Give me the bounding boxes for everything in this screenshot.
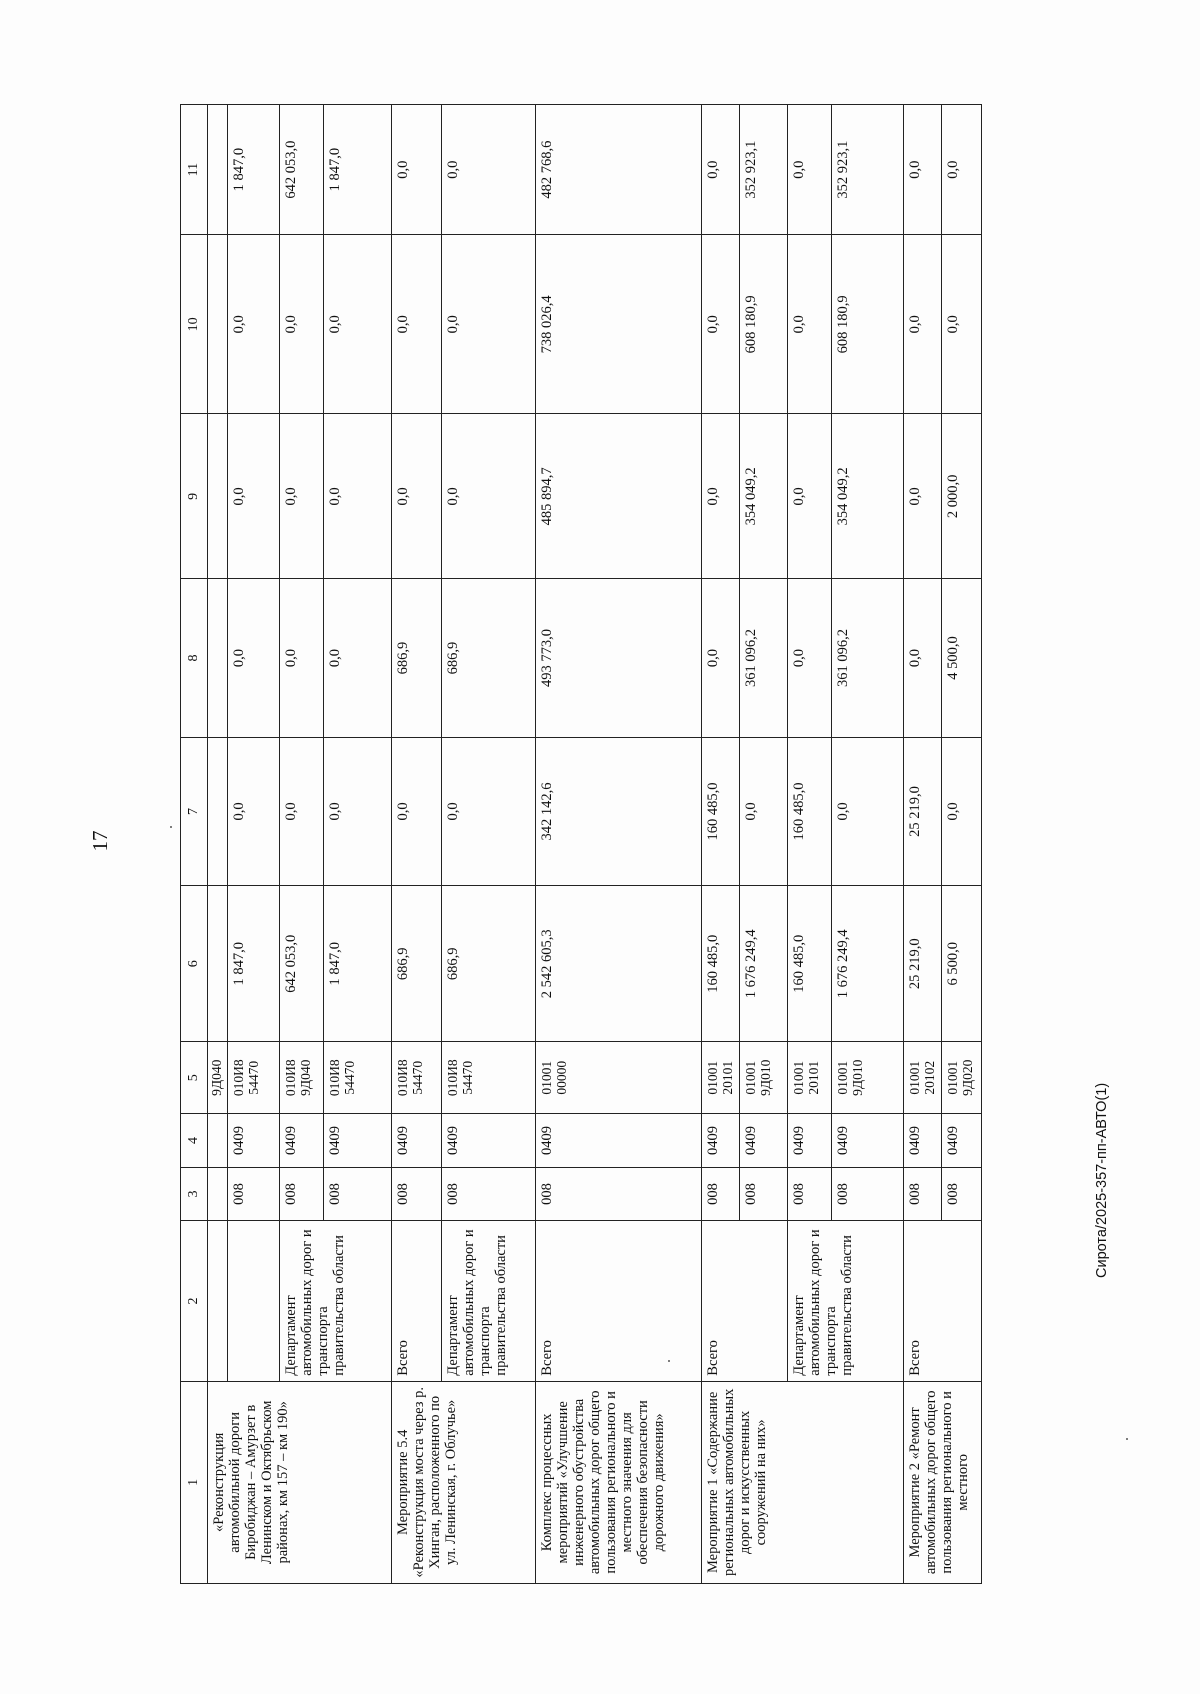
- cell: 0,0: [392, 737, 442, 886]
- column-header: 8: [181, 579, 208, 737]
- cell: 0409: [904, 1114, 942, 1167]
- cell: 008: [788, 1167, 832, 1220]
- cell: 354 049,2: [832, 414, 904, 579]
- cell: 0,0: [324, 414, 392, 579]
- column-header: 5: [181, 1042, 208, 1114]
- page-number: 17: [88, 830, 112, 852]
- cell: 25 219,0: [904, 737, 942, 886]
- column-header: 10: [181, 235, 208, 414]
- code-cell: 01001 00000: [536, 1042, 702, 1114]
- cell: 160 485,0: [702, 737, 740, 886]
- column-header: 9: [181, 414, 208, 579]
- document-footer-code: Сирота/2025-357-пп-АВТО(1): [1094, 1082, 1110, 1278]
- column-number-row: [181, 105, 208, 1584]
- cell: 160 485,0: [788, 737, 832, 886]
- cell: 608 180,9: [740, 235, 788, 414]
- column-header: 2: [181, 1221, 208, 1381]
- table-row: [392, 105, 442, 1584]
- cell: 1 847,0: [228, 105, 280, 235]
- cell: 0409: [788, 1114, 832, 1167]
- cell: 008: [392, 1167, 442, 1220]
- cell: 1 847,0: [228, 886, 280, 1042]
- event-name-cell: Мероприятие 5.4 «Реконструкция моста через р. Хинган, расположенного по ул. Ленинская, г. Облучье»: [392, 1381, 536, 1583]
- event-name-cell: Мероприятие 1 «Содержание региональных автомобильных дорог и искусственных сооружений на них»: [702, 1381, 904, 1583]
- cell: 0,0: [904, 579, 942, 737]
- cell: 0,0: [280, 414, 324, 579]
- scan-speck: [668, 1360, 670, 1362]
- source-cell: Всего: [702, 1221, 788, 1381]
- cell: 008: [904, 1167, 942, 1220]
- cell: 25 219,0: [904, 886, 942, 1042]
- cell: 0409: [228, 1114, 280, 1167]
- cell: 0,0: [702, 414, 740, 579]
- cell: 0,0: [228, 235, 280, 414]
- cell: 642 053,0: [280, 105, 324, 235]
- cell: 1 676 249,4: [740, 886, 788, 1042]
- cell: 008: [228, 1167, 280, 1220]
- cell: 0,0: [280, 235, 324, 414]
- column-header: 7: [181, 737, 208, 886]
- cell: 738 026,4: [536, 235, 702, 414]
- cell: 0,0: [392, 105, 442, 235]
- cell: 485 894,7: [536, 414, 702, 579]
- cell: 008: [324, 1167, 392, 1220]
- cell: 642 053,0: [280, 886, 324, 1042]
- cell: 342 142,6: [536, 737, 702, 886]
- table-row: [536, 105, 702, 1584]
- table-row: [280, 105, 324, 1584]
- cell: 008: [536, 1167, 702, 1220]
- cell: 0,0: [740, 737, 788, 886]
- cell: 0409: [702, 1114, 740, 1167]
- table-row: [208, 105, 228, 1584]
- cell: 0,0: [228, 579, 280, 737]
- cell: 0,0: [324, 737, 392, 886]
- table-row: [788, 105, 832, 1584]
- cell: 0,0: [904, 235, 942, 414]
- cell: 0409: [832, 1114, 904, 1167]
- budget-table-rotated: [180, 104, 1180, 1584]
- cell: 0,0: [442, 235, 536, 414]
- cell: 361 096,2: [832, 579, 904, 737]
- budget-table: [180, 104, 982, 1584]
- scan-speck: [170, 826, 172, 828]
- table-row: [442, 105, 536, 1584]
- cell: 361 096,2: [740, 579, 788, 737]
- code-cell: 01001 9Д010: [740, 1042, 788, 1114]
- cell: 160 485,0: [788, 886, 832, 1042]
- cell: 0,0: [702, 105, 740, 235]
- code-cell: 010И8 54470: [442, 1042, 536, 1114]
- scan-speck: [1126, 1438, 1128, 1440]
- cell: 493 773,0: [536, 579, 702, 737]
- cell: 6 500,0: [942, 886, 982, 1042]
- cell: 2 000,0: [942, 414, 982, 579]
- table-row: [228, 105, 280, 1584]
- cell: 1 847,0: [324, 886, 392, 1042]
- cell: 482 768,6: [536, 105, 702, 235]
- cell: 0,0: [942, 105, 982, 235]
- cell: 352 923,1: [832, 105, 904, 235]
- code-cell: 010И8 54470: [324, 1042, 392, 1114]
- cell: 0409: [392, 1114, 442, 1167]
- cell: 608 180,9: [832, 235, 904, 414]
- cell: 0409: [942, 1114, 982, 1167]
- cell: 0,0: [324, 235, 392, 414]
- cell: 352 923,1: [740, 105, 788, 235]
- column-header: 3: [181, 1167, 208, 1220]
- cell: 008: [442, 1167, 536, 1220]
- cell: 0,0: [392, 414, 442, 579]
- code-cell: 010И8 9Д040: [280, 1042, 324, 1114]
- code-cell: 01001 9Д010: [832, 1042, 904, 1114]
- column-header: 4: [181, 1114, 208, 1167]
- table-row: [904, 105, 942, 1584]
- cell: 0,0: [904, 414, 942, 579]
- source-cell: Департамент автомобильных дорог и транспорта правительства области: [280, 1221, 392, 1381]
- cell: 0,0: [702, 235, 740, 414]
- cell: 0,0: [324, 579, 392, 737]
- cell: 0,0: [904, 105, 942, 235]
- source-cell: Департамент автомобильных дорог и транспорта правительства области: [442, 1221, 536, 1381]
- code-cell: 01001 20101: [788, 1042, 832, 1114]
- source-cell: Всего: [536, 1221, 702, 1381]
- cell: 0,0: [442, 737, 536, 886]
- cell: 160 485,0: [702, 886, 740, 1042]
- column-header: 6: [181, 886, 208, 1042]
- code-cell: 01001 20101: [702, 1042, 740, 1114]
- cell: 0,0: [442, 414, 536, 579]
- cell: 0,0: [280, 737, 324, 886]
- cell: 0,0: [702, 579, 740, 737]
- cell: 0,0: [442, 105, 536, 235]
- table-row: [702, 105, 740, 1584]
- cell: 0,0: [788, 235, 832, 414]
- cell: 0,0: [392, 235, 442, 414]
- column-header: 11: [181, 105, 208, 235]
- source-cell: Департамент автомобильных дорог и транспорта правительства области: [788, 1221, 904, 1381]
- cell: 0,0: [942, 235, 982, 414]
- source-cell: Всего: [392, 1221, 442, 1381]
- column-header: 1: [181, 1381, 208, 1583]
- code-cell: 01001 20102: [904, 1042, 942, 1114]
- cell: 0409: [740, 1114, 788, 1167]
- cell: 2 542 605,3: [536, 886, 702, 1042]
- cell: 1 676 249,4: [832, 886, 904, 1042]
- cell: 0409: [280, 1114, 324, 1167]
- cell: 686,9: [392, 579, 442, 737]
- cell: 686,9: [442, 579, 536, 737]
- source-cell: Всего: [904, 1221, 982, 1381]
- cell: 008: [702, 1167, 740, 1220]
- cell: 0409: [536, 1114, 702, 1167]
- cell: 0,0: [788, 414, 832, 579]
- cell: 0,0: [788, 579, 832, 737]
- event-name-cell: «Реконструкция автомобильной дороги Биробиджан – Амурзет в Ленинском и Октябрьском районах, км 157 – км 190»: [208, 1381, 392, 1583]
- cell: 0,0: [832, 737, 904, 886]
- event-name-cell: Мероприятие 2 «Ремонт автомобильных дорог общего пользования регионального и местного: [904, 1381, 982, 1583]
- code-cell: 9Д040: [208, 1042, 228, 1114]
- event-name-cell: Комплекс процессных мероприятий «Улучшение инженерного обустройства автомобильных дорог общего пользования регионального и местного значения для обеспечения безопасности дорожного движения»: [536, 1381, 702, 1583]
- cell: 008: [832, 1167, 904, 1220]
- cell: 008: [740, 1167, 788, 1220]
- cell: 0,0: [228, 737, 280, 886]
- code-cell: 010И8 54470: [228, 1042, 280, 1114]
- code-cell: 01001 9Д020: [942, 1042, 982, 1114]
- cell: 0,0: [280, 579, 324, 737]
- cell: 0,0: [228, 414, 280, 579]
- cell: 686,9: [392, 886, 442, 1042]
- source-cell: [228, 1221, 280, 1381]
- code-cell: 010И8 54470: [392, 1042, 442, 1114]
- cell: 008: [942, 1167, 982, 1220]
- cell: 686,9: [442, 886, 536, 1042]
- cell: 0,0: [788, 105, 832, 235]
- cell: 354 049,2: [740, 414, 788, 579]
- cell: 0,0: [942, 737, 982, 886]
- cell: 0409: [324, 1114, 392, 1167]
- cell: 4 500,0: [942, 579, 982, 737]
- cell: 0409: [442, 1114, 536, 1167]
- cell: 1 847,0: [324, 105, 392, 235]
- cell: 008: [280, 1167, 324, 1220]
